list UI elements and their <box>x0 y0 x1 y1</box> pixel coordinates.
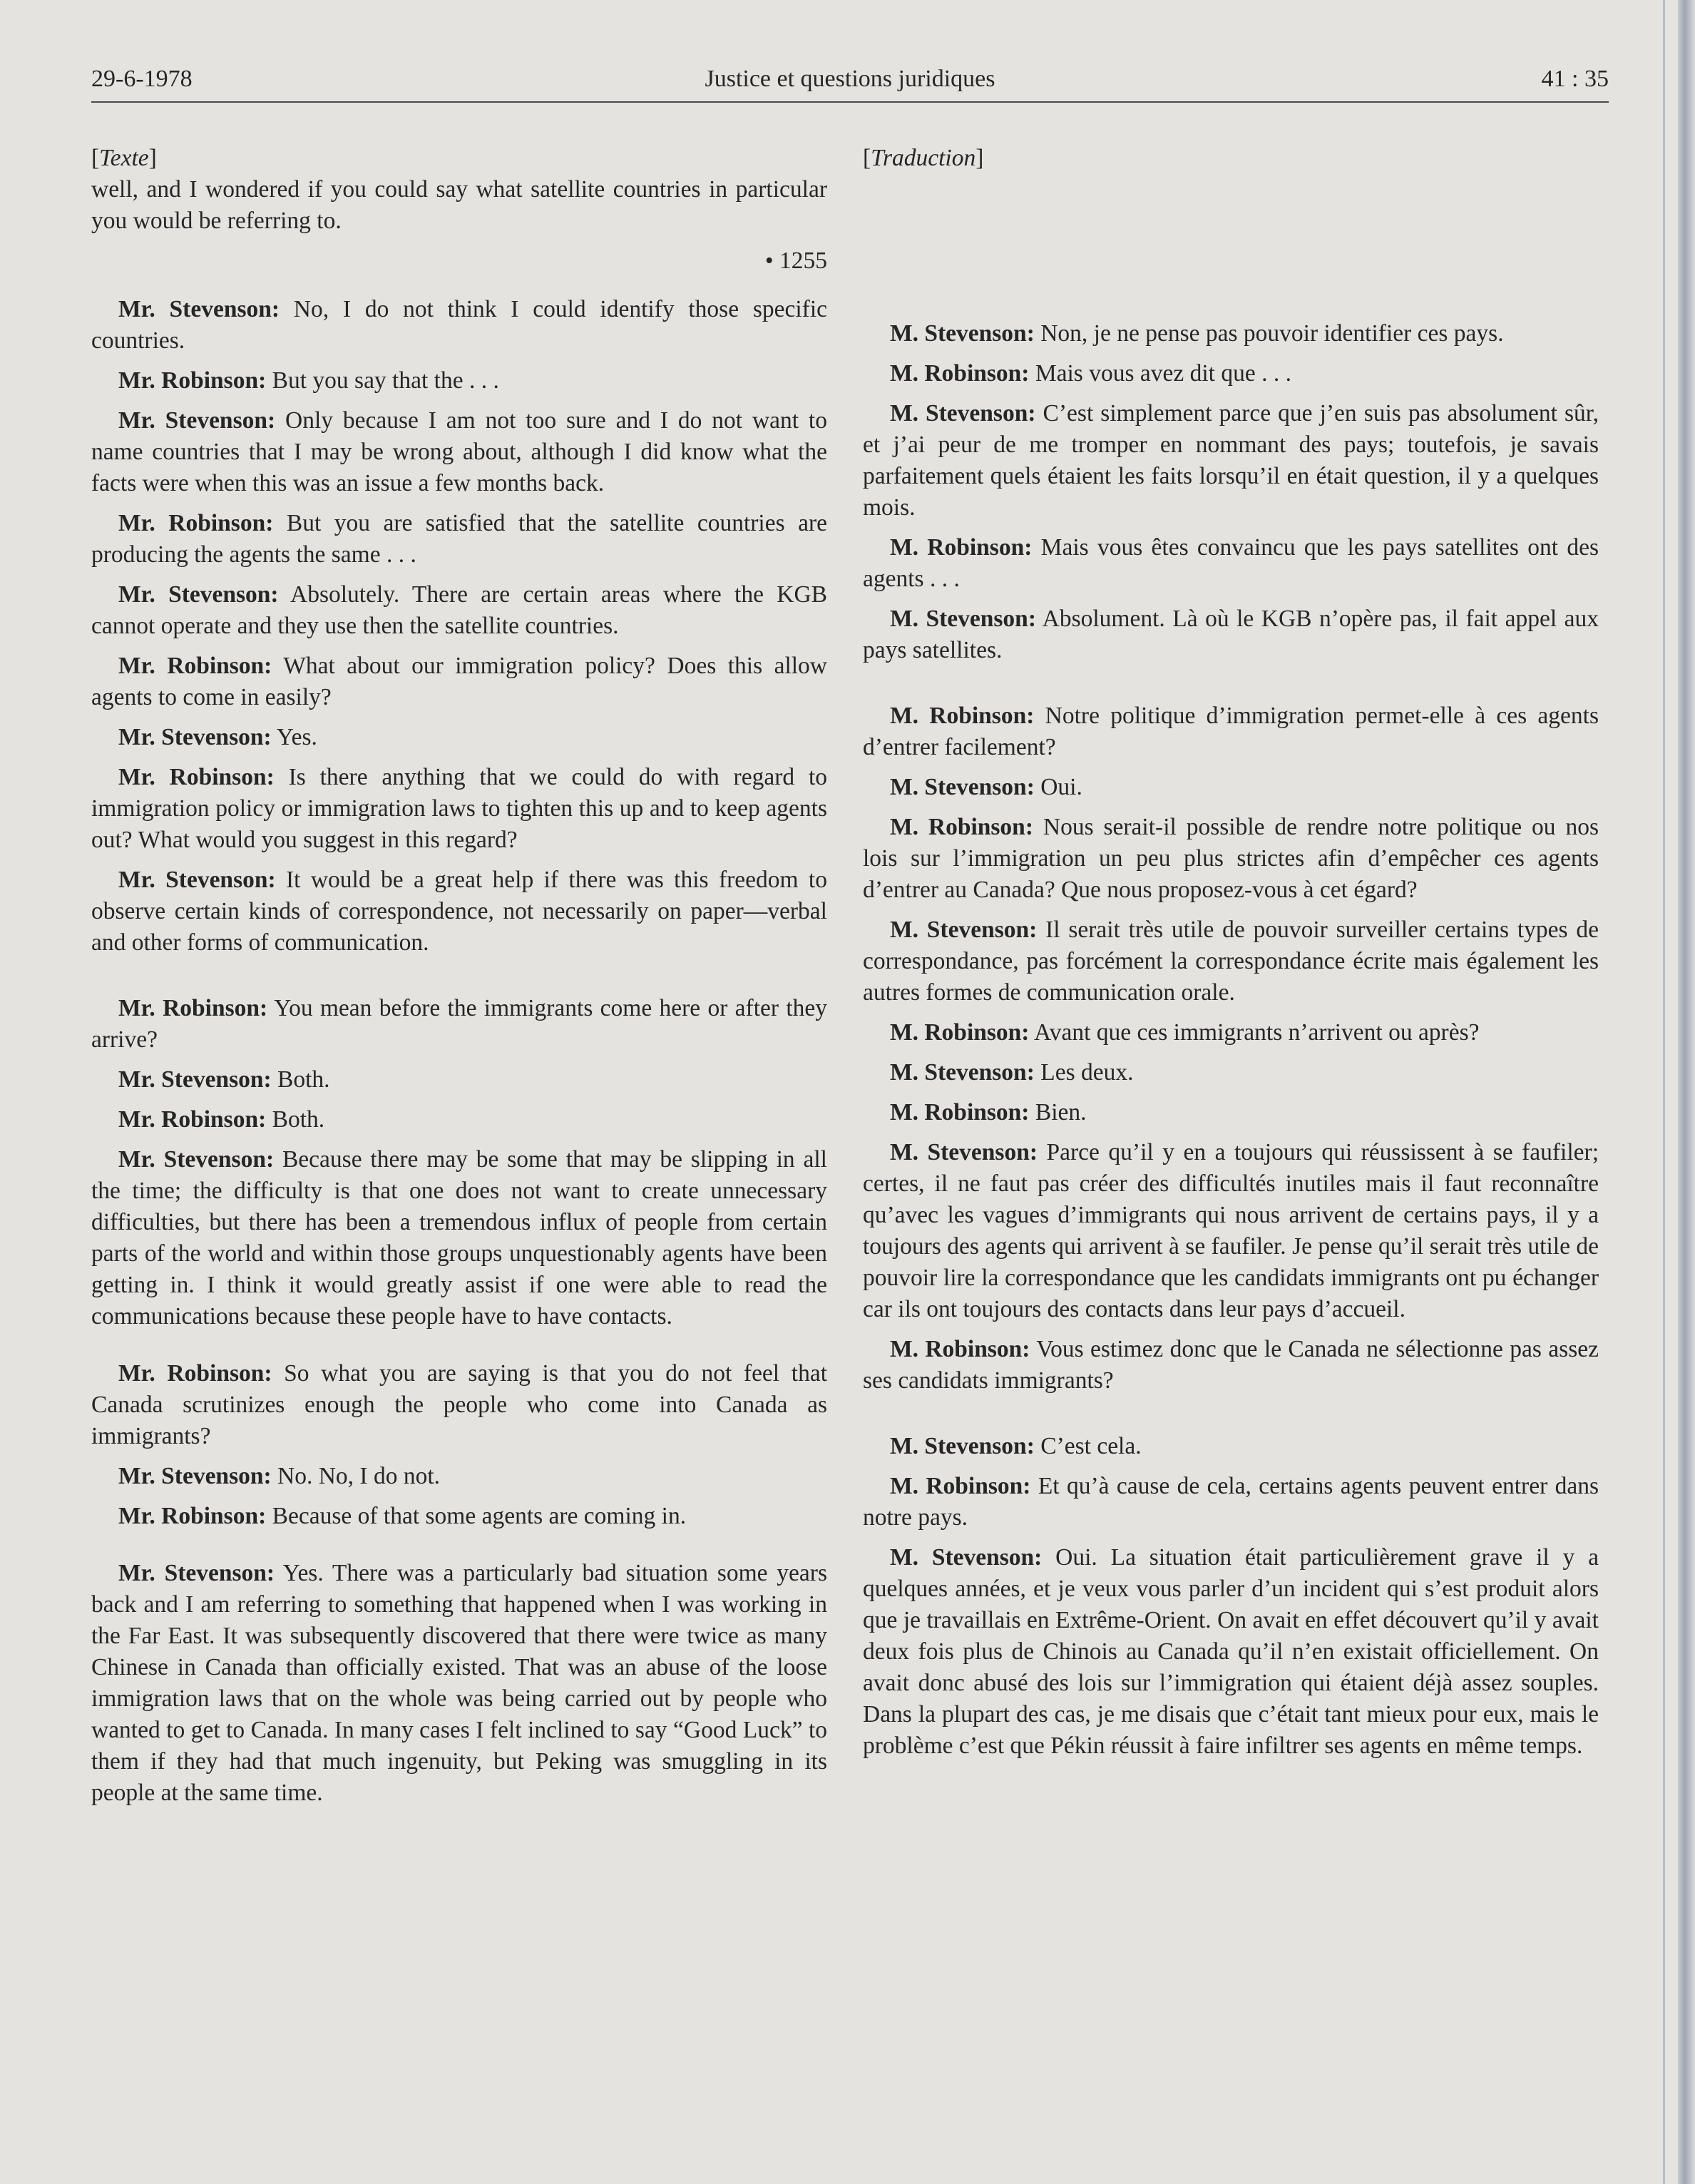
speaker: Mr. Robinson: <box>118 1503 267 1529</box>
paragraph <box>91 722 827 753</box>
speech: Yes. There was a particularly bad situation some years back and I am referring to something that happened when I was working in the Far East. It was subsequently discovered that there were twice as many Chinese in Canada than officially existed. That was an abuse of the loose immigration laws that on the whole was being carried out by people who wanted to get to Canada. In many cases I felt inclined to say “Good Luck” to them if they had that much ingenuity, but Peking was smuggling in its people at the same time. <box>91 1560 827 1806</box>
header-date: 29-6-1978 <box>91 66 193 92</box>
speech: Is there anything that we could do with regard to immigration policy or immigration laws to tighten this up and to keep agents out? What would you suggest in this regard? <box>91 764 828 853</box>
speech: Absolutely. There are certain areas where the KGB cannot operate and they use then the satellite countries. <box>91 581 827 639</box>
header-page-number: 41 : 35 <box>1541 66 1609 92</box>
speech: Mais vous avez dit que . . . <box>1029 360 1291 387</box>
speaker: M. Robinson: <box>890 360 1030 387</box>
label-bracket-close: ] <box>148 145 157 171</box>
speaker: M. Robinson: <box>890 1099 1030 1126</box>
paragraph <box>863 318 1599 349</box>
label-bracket-open: [ <box>91 145 100 171</box>
speaker: M. Robinson: <box>890 1336 1030 1362</box>
speech: C’est cela. <box>1034 1433 1142 1459</box>
spacer <box>91 1541 827 1558</box>
speaker: M. Stevenson: <box>890 400 1036 427</box>
speaker: M. Stevenson: <box>890 1544 1043 1571</box>
spacer <box>91 967 827 993</box>
speaker: M. Stevenson: <box>890 1139 1038 1165</box>
header-rule <box>91 101 1609 103</box>
speech: Both. <box>266 1106 325 1133</box>
speech: Non, je ne pense pas pouvoir identifier ces pays. <box>1034 320 1504 347</box>
paragraph <box>91 650 827 713</box>
speech: C’est simplement parce que j’en suis pas absolument sûr, et j’ai peur de me tromper en nommant des pays; toutefois, je savais parfaitement quels étaient les faits lorsqu’il en était question, il y a quelques mois. <box>863 400 1599 521</box>
right-column-french <box>863 143 1599 1770</box>
paragraph <box>863 603 1599 666</box>
left-column-english <box>91 143 827 1817</box>
paragraph <box>91 993 827 1056</box>
paragraph <box>863 1334 1599 1397</box>
paragraph <box>91 365 827 397</box>
paragraph <box>91 1144 827 1332</box>
paragraph <box>91 1501 827 1532</box>
label-bracket-close: ] <box>975 145 984 171</box>
paragraph <box>91 864 827 959</box>
spacer <box>91 1341 827 1358</box>
speaker: Mr. Stevenson: <box>118 1463 272 1489</box>
speaker: Mr. Stevenson: <box>118 407 276 434</box>
label-text: Texte <box>99 145 149 171</box>
speaker: M. Stevenson: <box>890 774 1035 800</box>
speaker: Mr. Robinson: <box>118 653 272 679</box>
speech: Both. <box>271 1066 330 1093</box>
speaker: M. Stevenson: <box>890 1433 1035 1459</box>
speech: Mais vous êtes convaincu que les pays satellites ont des agents . . . <box>863 534 1599 592</box>
speaker: M. Robinson: <box>890 1473 1031 1499</box>
paragraph <box>91 1064 827 1096</box>
paragraph <box>863 914 1599 1009</box>
speaker: Mr. Robinson: <box>118 995 268 1021</box>
paragraph <box>91 508 827 571</box>
time-marker: • 1255 <box>764 248 827 274</box>
paragraph <box>863 1137 1599 1325</box>
speech: It would be a great help if there was this freedom to observe certain kinds of correspondence, not necessarily on paper—verbal and other forms of communication. <box>91 867 827 956</box>
speech: Oui. La situation était particulièrement grave il y a quelques années, et je veux vous parler d’un incident qui s’est produit alors que je travaillais en Extrême-Orient. On avait en effet découvert qu’il y avait deux fois plus de Chinois au Canada qu’il n’en existait officiellement. On avait donc abusé des lois sur l’immigration qui étaient déjà assez souples. Dans la plupart des cas, je me disais que c’était tant mieux pour eux, mais le problème c’est que Pékin réussit à faire infiltrer ses agents en même temps. <box>863 1544 1599 1759</box>
speaker: Mr. Robinson: <box>118 510 274 536</box>
speaker: Mr. Robinson: <box>118 367 267 394</box>
paragraph <box>91 1461 827 1492</box>
paragraph <box>863 1431 1599 1462</box>
paragraph <box>91 762 827 856</box>
speech: But you are satisfied that the satellite countries are producing the agents the same . . . <box>91 510 828 568</box>
speaker: Mr. Stevenson: <box>118 1560 275 1586</box>
speech: What about our immigration policy? Does this allow agents to come in easily? <box>91 653 827 710</box>
speaker: Mr. Stevenson: <box>118 1146 275 1173</box>
spacer <box>863 1405 1599 1431</box>
paragraph <box>863 1471 1599 1534</box>
paragraph <box>91 1558 827 1809</box>
header-title: Justice et questions juridiques <box>705 66 995 92</box>
speaker: Mr. Robinson: <box>118 764 275 790</box>
section-label-texte <box>91 143 827 174</box>
speaker: Mr. Robinson: <box>118 1106 267 1133</box>
speaker: M. Stevenson: <box>890 320 1035 347</box>
speech: But you say that the . . . <box>266 367 499 394</box>
paragraph <box>863 398 1599 524</box>
speaker: M. Stevenson: <box>890 1059 1035 1086</box>
speaker: Mr. Stevenson: <box>118 296 280 322</box>
paragraph <box>91 405 827 499</box>
page-binding-line <box>1663 0 1665 2184</box>
page-header <box>91 66 1609 101</box>
speech: Because there may be some that may be slipping in all the time; the difficulty is that one does not want to create unnecessary difficulties, but there has been a tremendous influx of people from certain parts of the world and within those groups unquestionably agents have been getting in. I think it would greatly assist if one were able to read the communications because these people have to have contacts. <box>91 1146 827 1330</box>
label-text: Traduction <box>871 145 976 171</box>
speech: So what you are saying is that you do not feel that Canada scrutinizes enough the people who come into Canada as immigrants? <box>91 1360 827 1449</box>
speech: Because of that some agents are coming in. <box>266 1503 687 1529</box>
section-label-traduction <box>863 143 1599 174</box>
speech: Absolument. Là où le KGB n’opère pas, il fait appel aux pays satellites. <box>863 606 1599 663</box>
page-edge <box>1678 0 1695 2184</box>
speech: No, I do not think I could identify those specific countries. <box>91 296 827 354</box>
speech: Oui. <box>1034 774 1082 800</box>
speech: Yes. <box>271 724 317 750</box>
speaker: M. Robinson: <box>890 814 1033 840</box>
speech: Il serait très utile de pouvoir surveiller certains types de correspondance, pas forcément la correspondance écrite mais également les autres formes de communication orale. <box>863 917 1599 1006</box>
paragraph <box>863 532 1599 595</box>
speech: Les deux. <box>1034 1059 1134 1086</box>
paragraph <box>91 1104 827 1136</box>
paragraph <box>863 358 1599 389</box>
paragraph <box>91 579 827 642</box>
spacer <box>863 174 1599 318</box>
paragraph <box>91 294 827 357</box>
speech: Vous estimez donc que le Canada ne sélectionne pas assez ses candidats immigrants? <box>863 1336 1599 1394</box>
paragraph <box>863 1057 1599 1088</box>
speaker: M. Robinson: <box>890 1019 1030 1046</box>
spacer <box>863 675 1599 700</box>
speaker: Mr. Stevenson: <box>118 867 276 893</box>
paragraph <box>91 1358 827 1452</box>
speech: You mean before the immigrants come here or after they arrive? <box>91 995 827 1053</box>
paragraph <box>863 1097 1599 1128</box>
paragraph <box>863 700 1599 763</box>
paragraph <box>863 1542 1599 1762</box>
speaker: Mr. Stevenson: <box>118 581 279 608</box>
speech: Nous serait-il possible de rendre notre politique ou nos lois sur l’immigration un peu plus strictes afin d’empêcher ces agents d’entrer au Canada? Que nous proposez-vous à cet égard? <box>863 814 1599 903</box>
speaker: M. Robinson: <box>890 703 1035 729</box>
paragraph <box>863 1017 1599 1048</box>
speaker: M. Robinson: <box>890 534 1033 561</box>
speech: Only because I am not too sure and I do not want to name countries that I may be wrong about, although I did know what the facts were when this was an issue a few months back. <box>91 407 827 496</box>
speech: No. No, I do not. <box>271 1463 441 1489</box>
paragraph <box>863 772 1599 803</box>
speech: Notre politique d’immigration permet-elle à ces agents d’entrer facilement? <box>863 703 1599 760</box>
speech: Et qu’à cause de cela, certains agents peuvent entrer dans notre pays. <box>863 1473 1599 1531</box>
speaker: Mr. Stevenson: <box>118 724 272 750</box>
speaker: M. Stevenson: <box>890 606 1036 632</box>
speaker: Mr. Stevenson: <box>118 1066 272 1093</box>
speaker: M. Stevenson: <box>890 917 1038 943</box>
label-bracket-open: [ <box>863 145 871 171</box>
speech: Bien. <box>1029 1099 1087 1126</box>
paragraph <box>863 812 1599 906</box>
paragraph-continued: well, and I wondered if you could say what satellite countries in particular you would be referring to. <box>91 176 827 234</box>
speaker: Mr. Robinson: <box>118 1360 272 1387</box>
speech: Parce qu’il y en a toujours qui réussissent à se faufiler; certes, il ne faut pas créer des difficultés inutiles mais il faut reconnaître qu’avec les vagues d’immigrants qui nous arrivent de certains pays, il y a toujours des agents qui arrivent à se faufiler. Je pense qu’il serait très utile de pouvoir lire la correspondance que les candidats immigrants ont pu échanger car ils ont toujours des contacts dans leur pays d’accueil. <box>863 1139 1599 1322</box>
speech: Avant que ces immigrants n’arrivent ou après? <box>1029 1019 1480 1046</box>
